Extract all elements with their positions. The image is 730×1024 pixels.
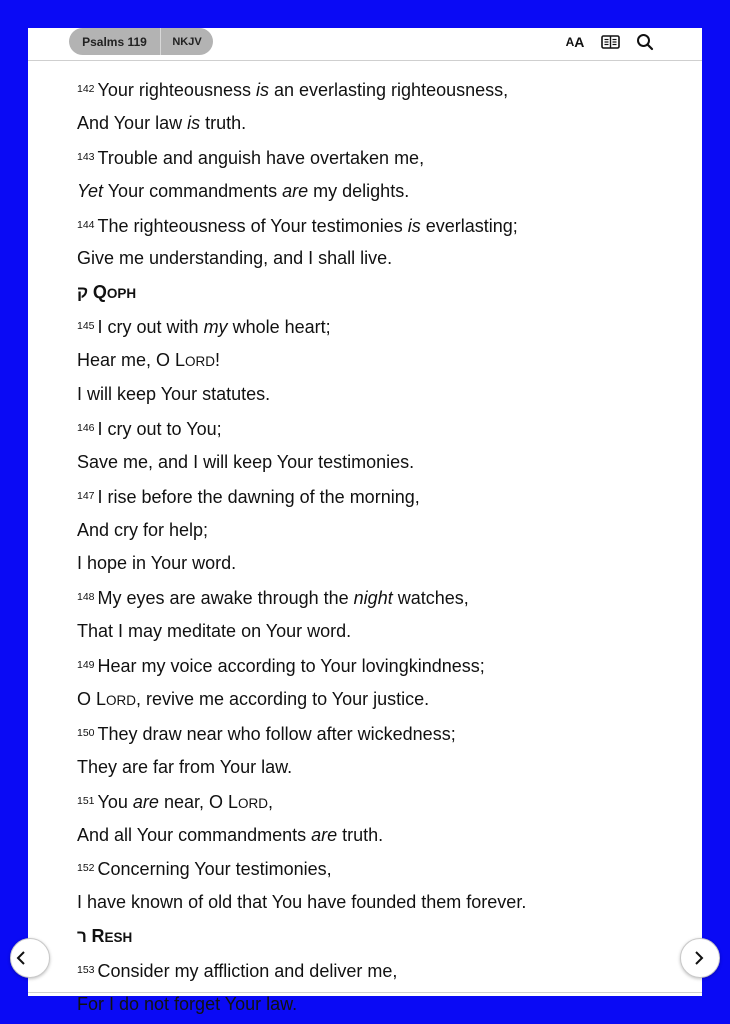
book-chapter-button[interactable]: Psalms 119 xyxy=(69,28,161,55)
small-caps-text: ORD xyxy=(185,354,216,370)
verse-number[interactable]: 145 xyxy=(77,320,95,333)
italic-text: are xyxy=(282,180,309,201)
verse-number[interactable]: 151 xyxy=(77,794,95,807)
version-button[interactable]: NKJV xyxy=(172,35,202,48)
verse-text: Save me, and I will keep Your testimonies. xyxy=(77,451,415,472)
verse-number[interactable]: 142 xyxy=(77,83,95,95)
verse-text: My eyes are awake through the xyxy=(97,588,354,609)
search-icon[interactable] xyxy=(635,32,655,52)
verse-text: I hope in Your word. xyxy=(77,553,237,574)
verse-continuation-line xyxy=(77,446,677,480)
verse-continuation-line xyxy=(77,988,677,1022)
hebrew-letter: ק xyxy=(77,283,89,303)
verse-text: And cry for help; xyxy=(77,519,209,540)
verse-continuation-line xyxy=(77,175,677,209)
verse-continuation-line xyxy=(77,547,677,581)
verse-text: I rise before the dawning of the morning, xyxy=(97,486,420,507)
verse-text: They draw near who follow after wickedness; xyxy=(97,723,456,744)
verse-text: Hear my voice according to Your lovingkindness; xyxy=(97,656,485,677)
verse-continuation-line xyxy=(77,819,677,853)
scripture-text xyxy=(77,73,677,1022)
italic-text: is xyxy=(187,112,201,133)
verse-text: For I do not forget Your law. xyxy=(77,994,298,1015)
section-heading xyxy=(77,276,677,310)
verse-line xyxy=(77,141,677,175)
verse-text: Trouble and anguish have overtaken me, xyxy=(97,147,425,168)
verse-text: The righteousness of Your testimonies xyxy=(97,215,408,236)
verse-text: That I may meditate on Your word. xyxy=(77,621,352,642)
verse-text: And Your law xyxy=(77,112,188,133)
verse-text: truth. xyxy=(200,112,247,133)
verse-line xyxy=(77,480,677,514)
verse-number[interactable]: 146 xyxy=(77,421,95,434)
verse-line xyxy=(77,209,677,243)
verse-text: I cry out with xyxy=(97,317,204,338)
verse-text: O L xyxy=(77,689,107,710)
bottom-divider xyxy=(28,992,702,993)
small-caps-text: ORD xyxy=(106,693,137,709)
italic-text: is xyxy=(407,215,421,236)
verse-text: truth. xyxy=(337,824,384,845)
verse-continuation-line xyxy=(77,242,677,276)
section-heading xyxy=(77,920,677,954)
verse-text: And all Your commandments xyxy=(77,824,312,845)
verse-text: Your righteousness xyxy=(97,80,256,100)
italic-text: night xyxy=(353,588,393,609)
italic-text: are xyxy=(311,824,338,845)
section-title-initial: Q xyxy=(92,282,107,303)
verse-number[interactable]: 153 xyxy=(77,964,95,977)
verse-continuation-line xyxy=(77,344,677,378)
reader-view-icon[interactable] xyxy=(600,32,620,52)
verse-continuation-line xyxy=(77,615,677,649)
verse-line xyxy=(77,581,677,615)
verse-number[interactable]: 144 xyxy=(77,218,95,231)
verse-text: whole heart; xyxy=(227,317,331,338)
verse-text: I will keep Your statutes. xyxy=(77,384,271,405)
verse-line xyxy=(77,785,677,819)
hebrew-letter: ר xyxy=(77,927,87,947)
verse-text: They are far from Your law. xyxy=(77,756,293,777)
verse-text: You xyxy=(97,791,133,812)
previous-chapter-button[interactable] xyxy=(10,938,50,978)
italic-text: Yet xyxy=(77,180,104,201)
verse-number[interactable]: 148 xyxy=(77,591,95,604)
chevron-right-icon xyxy=(693,950,705,966)
verse-line xyxy=(77,412,677,446)
verse-number[interactable]: 147 xyxy=(77,489,95,502)
verse-text: I have known of old that You have founded them forever. xyxy=(77,892,527,913)
verse-number[interactable]: 150 xyxy=(77,726,95,739)
verse-number[interactable]: 149 xyxy=(77,659,95,672)
verse-text: Give me understanding, and I shall live. xyxy=(77,248,393,269)
verse-continuation-line xyxy=(77,751,677,785)
section-title-rest: ESH xyxy=(104,930,133,946)
verse-text: my delights. xyxy=(308,180,410,201)
chevron-left-icon xyxy=(15,950,27,966)
verse-text: , xyxy=(268,791,274,812)
verse-continuation-line xyxy=(77,683,677,717)
italic-text: are xyxy=(132,791,159,812)
section-title-rest: OPH xyxy=(106,286,137,302)
verse-number[interactable]: 143 xyxy=(77,150,95,163)
verse-text: an everlasting righteousness, xyxy=(268,80,509,100)
verse-text: ! xyxy=(215,350,221,371)
italic-text: is xyxy=(255,80,269,100)
passage-selector[interactable] xyxy=(69,28,213,55)
italic-text: my xyxy=(203,317,228,338)
verse-line xyxy=(77,73,677,107)
section-title-initial: R xyxy=(91,926,105,947)
verse-text: Hear me, O L xyxy=(77,350,186,371)
verse-text: Your commandments xyxy=(103,180,283,201)
verse-text: near, O L xyxy=(158,791,238,812)
verse-continuation-line xyxy=(77,378,677,412)
verse-text: Concerning Your testimonies, xyxy=(97,859,332,880)
next-chapter-button[interactable] xyxy=(680,938,720,978)
verse-continuation-line xyxy=(77,514,677,548)
verse-text: watches, xyxy=(392,588,469,609)
small-caps-text: ORD xyxy=(238,795,268,811)
verse-text: I cry out to You; xyxy=(97,418,222,439)
font-size-icon[interactable]: A A xyxy=(565,34,585,50)
verse-continuation-line xyxy=(77,886,677,920)
verse-line xyxy=(77,717,677,751)
verse-text: everlasting; xyxy=(420,215,518,236)
top-bar xyxy=(28,28,702,61)
verse-line xyxy=(77,310,677,344)
reader-page xyxy=(28,28,702,1015)
verse-continuation-line xyxy=(77,107,677,141)
verse-text: , revive me according to Your justice. xyxy=(136,689,430,710)
verse-line xyxy=(77,649,677,683)
verse-line xyxy=(77,852,677,886)
verse-text: Consider my affliction and deliver me, xyxy=(97,961,398,982)
verse-line xyxy=(77,954,677,988)
verse-number[interactable]: 152 xyxy=(77,862,95,875)
